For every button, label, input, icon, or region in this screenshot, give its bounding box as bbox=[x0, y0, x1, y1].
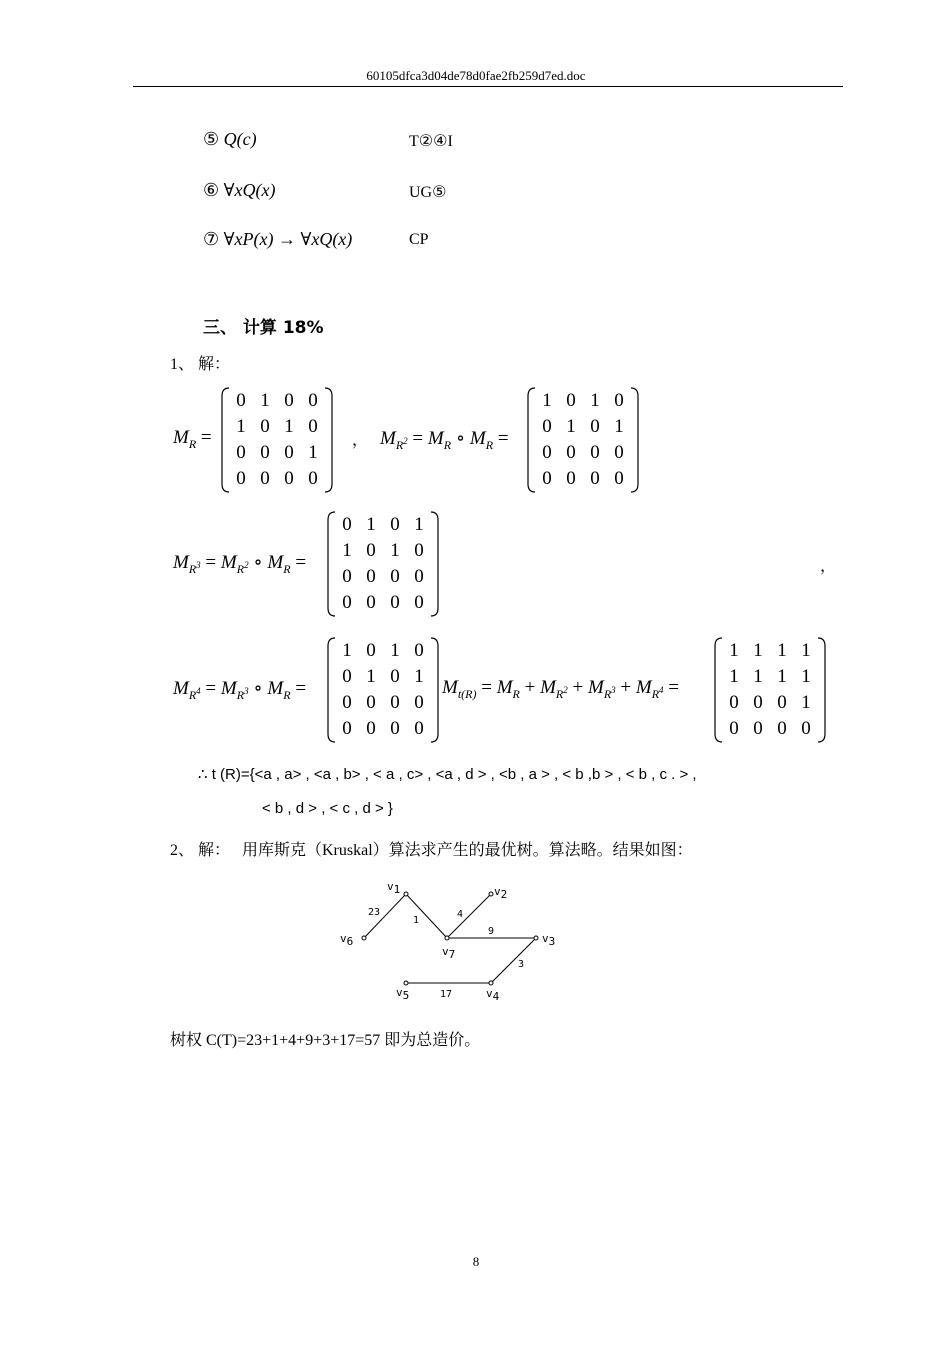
matrix-cell: 0 bbox=[777, 718, 787, 739]
therefore-line-1: ∴ t (R)={<a , a> , <a , b> , < a , c> , <a , d > , <b , a > , < b ,b > , < b , c . > , bbox=[198, 766, 697, 783]
matrix-cell: 0 bbox=[236, 442, 246, 463]
tree-node-v7 bbox=[445, 936, 449, 940]
page-number: 8 bbox=[472, 1254, 480, 1269]
matrix-cell: 0 bbox=[308, 416, 318, 437]
matrix-cell: 0 bbox=[390, 566, 400, 587]
tree-edge-v3-v4 bbox=[491, 938, 536, 983]
node-label-v1: v1 bbox=[387, 880, 401, 896]
node-label-v3: v3 bbox=[542, 932, 556, 948]
matrix-cell: 1 bbox=[236, 416, 246, 437]
matrix-cell: 0 bbox=[753, 692, 763, 713]
matrix-cell: 0 bbox=[284, 442, 294, 463]
matrix-cell: 1 bbox=[614, 416, 624, 437]
mr2-equation: $M_{R^2} = M_R$ ∘ $M_R$ = bbox=[380, 428, 509, 452]
edge-weight-v6-v1: 23 bbox=[368, 907, 381, 918]
tree-node-v2 bbox=[489, 892, 493, 896]
matrix-cell: 1 bbox=[260, 390, 270, 411]
matrix-mr3 bbox=[327, 510, 439, 618]
matrix-cell: 1 bbox=[308, 442, 318, 463]
mr4-equation: $M_{R^4} = M_{R^3}$ ∘ $M_R$ = bbox=[173, 678, 307, 702]
matrix-cell: 1 bbox=[390, 540, 400, 561]
tree-node-v4 bbox=[489, 981, 493, 985]
document-filename: 60105dfca3d04de78d0fae2fb259d7ed.doc bbox=[366, 68, 586, 83]
edge-weight-v5-v4: 17 bbox=[440, 989, 453, 1000]
matrix-cell: 1 bbox=[414, 666, 424, 687]
problem-1-label: 1、 解： bbox=[170, 356, 231, 373]
tree-node-v6 bbox=[362, 936, 366, 940]
matrix-cell: 0 bbox=[590, 416, 600, 437]
matrix-cell: 0 bbox=[542, 442, 552, 463]
proof-step-formula: Q(c) bbox=[223, 129, 257, 149]
proof-step-6 bbox=[203, 180, 275, 201]
matrix-cell: 0 bbox=[390, 692, 400, 713]
proof-step-number: ⑥ bbox=[203, 180, 220, 200]
separator-comma: ， bbox=[352, 432, 369, 449]
matrix-cell: 1 bbox=[801, 640, 811, 661]
matrix-cell: 0 bbox=[342, 692, 352, 713]
edge-weight-v1-v7: 1 bbox=[413, 915, 420, 926]
matrix-mr bbox=[221, 386, 333, 494]
matrix-mtr bbox=[714, 636, 826, 744]
matrix-cell: 0 bbox=[566, 468, 576, 489]
matrix-cell: 0 bbox=[342, 566, 352, 587]
matrix-cell: 0 bbox=[566, 442, 576, 463]
matrix-cell: 1 bbox=[366, 666, 376, 687]
edge-weight-v7-v3: 9 bbox=[488, 926, 495, 937]
proof-step-reason: CP bbox=[409, 231, 429, 248]
proof-step-formula: ∀xP(x) → ∀xQ(x) bbox=[223, 229, 353, 249]
matrix-mr2 bbox=[527, 386, 639, 494]
tree-weight-conclusion: 树权 C(T)=23+1+4+9+3+17=57 即为总造价。 bbox=[170, 1032, 481, 1049]
matrix-cell: 0 bbox=[414, 718, 424, 739]
matrix-cell: 1 bbox=[729, 666, 739, 687]
matrix-cell: 0 bbox=[342, 666, 352, 687]
matrix-cell: 0 bbox=[729, 718, 739, 739]
matrix-cell: 0 bbox=[614, 390, 624, 411]
problem-2-label: 2、 解： bbox=[170, 842, 231, 859]
matrix-cell: 0 bbox=[284, 390, 294, 411]
proof-step-number: ⑤ bbox=[203, 129, 220, 149]
matrix-cell: 1 bbox=[342, 540, 352, 561]
matrix-cell: 0 bbox=[614, 442, 624, 463]
matrix-cell: 1 bbox=[390, 640, 400, 661]
matrix-cell: 0 bbox=[542, 416, 552, 437]
tree-node-v5 bbox=[404, 981, 408, 985]
matrix-cell: 1 bbox=[801, 666, 811, 687]
matrix-cell: 0 bbox=[236, 468, 246, 489]
node-label-v4: v4 bbox=[486, 987, 500, 1003]
matrix-cell: 0 bbox=[390, 592, 400, 613]
matrix-cell: 0 bbox=[366, 718, 376, 739]
matrix-cell: 0 bbox=[284, 468, 294, 489]
matrix-cell: 0 bbox=[342, 592, 352, 613]
proof-step-7 bbox=[203, 229, 352, 250]
tree-node-v3 bbox=[534, 936, 538, 940]
matrix-cell: 0 bbox=[414, 692, 424, 713]
matrix-cell: 0 bbox=[414, 592, 424, 613]
proof-step-formula: ∀xQ(x) bbox=[223, 180, 276, 200]
mr-label: $M_R$ = bbox=[173, 427, 212, 451]
matrix-cell: 1 bbox=[801, 692, 811, 713]
matrix-cell: 0 bbox=[590, 468, 600, 489]
matrix-cell: 0 bbox=[542, 468, 552, 489]
matrix-cell: 0 bbox=[236, 390, 246, 411]
matrix-cell: 0 bbox=[414, 640, 424, 661]
proof-step-number: ⑦ bbox=[203, 229, 220, 249]
matrix-cell: 0 bbox=[366, 592, 376, 613]
matrix-cell: 0 bbox=[366, 566, 376, 587]
matrix-cell: 1 bbox=[414, 514, 424, 535]
matrix-cell: 0 bbox=[342, 718, 352, 739]
mtr-equation: $M_{t(R)} = M_R + M_{R^2} + M_{R^3} + M_{R^4}$ = bbox=[442, 677, 680, 701]
matrix-cell: 0 bbox=[366, 692, 376, 713]
node-label-v6: v6 bbox=[340, 932, 354, 948]
matrix-cell: 0 bbox=[566, 390, 576, 411]
spanning-tree-diagram bbox=[330, 875, 580, 1010]
matrix-cell: 0 bbox=[414, 566, 424, 587]
matrix-cell: 0 bbox=[414, 540, 424, 561]
matrix-cell: 1 bbox=[366, 514, 376, 535]
matrix-mr4 bbox=[327, 636, 439, 744]
matrix-cell: 1 bbox=[753, 640, 763, 661]
matrix-cell: 0 bbox=[308, 390, 318, 411]
matrix-cell: 0 bbox=[390, 514, 400, 535]
matrix-cell: 1 bbox=[777, 640, 787, 661]
section-heading: 三、 计算 18% bbox=[203, 318, 324, 338]
matrix-cell: 1 bbox=[342, 640, 352, 661]
proof-step-reason: T②④I bbox=[409, 133, 453, 150]
matrix-cell: 1 bbox=[284, 416, 294, 437]
matrix-cell: 0 bbox=[590, 442, 600, 463]
matrix-cell: 0 bbox=[260, 416, 270, 437]
node-label-v5: v5 bbox=[396, 986, 410, 1002]
tree-node-v1 bbox=[404, 892, 408, 896]
matrix-cell: 0 bbox=[777, 692, 787, 713]
proof-step-5 bbox=[203, 129, 257, 150]
matrix-cell: 1 bbox=[542, 390, 552, 411]
matrix-cell: 0 bbox=[366, 540, 376, 561]
proof-step-reason: UG⑤ bbox=[409, 184, 447, 201]
matrix-cell: 1 bbox=[777, 666, 787, 687]
matrix-cell: 0 bbox=[260, 442, 270, 463]
matrix-cell: 0 bbox=[342, 514, 352, 535]
header-rule bbox=[133, 86, 843, 87]
tree-edge-v7-v2 bbox=[447, 894, 491, 938]
mr3-equation: $M_{R^3} = M_{R^2}$ ∘ $M_R$ = bbox=[173, 552, 307, 576]
matrix-cell: 1 bbox=[590, 390, 600, 411]
matrix-cell: 0 bbox=[729, 692, 739, 713]
trailing-comma: ， bbox=[820, 558, 837, 575]
matrix-cell: 0 bbox=[614, 468, 624, 489]
problem-2-text: 用库斯克（Kruskal）算法求产生的最优树。算法略。结果如图： bbox=[242, 842, 693, 859]
matrix-cell: 0 bbox=[801, 718, 811, 739]
matrix-cell: 1 bbox=[753, 666, 763, 687]
node-label-v7: v7 bbox=[442, 945, 456, 961]
matrix-cell: 1 bbox=[566, 416, 576, 437]
matrix-cell: 0 bbox=[308, 468, 318, 489]
therefore-line-2: < b , d > , < c , d > } bbox=[262, 800, 393, 817]
matrix-cell: 0 bbox=[366, 640, 376, 661]
matrix-cell: 1 bbox=[729, 640, 739, 661]
node-label-v2: v2 bbox=[494, 885, 508, 901]
matrix-cell: 0 bbox=[390, 718, 400, 739]
edge-weight-v3-v4: 3 bbox=[518, 959, 525, 970]
matrix-cell: 0 bbox=[753, 718, 763, 739]
edge-weight-v7-v2: 4 bbox=[457, 909, 464, 920]
matrix-cell: 0 bbox=[260, 468, 270, 489]
matrix-cell: 0 bbox=[390, 666, 400, 687]
